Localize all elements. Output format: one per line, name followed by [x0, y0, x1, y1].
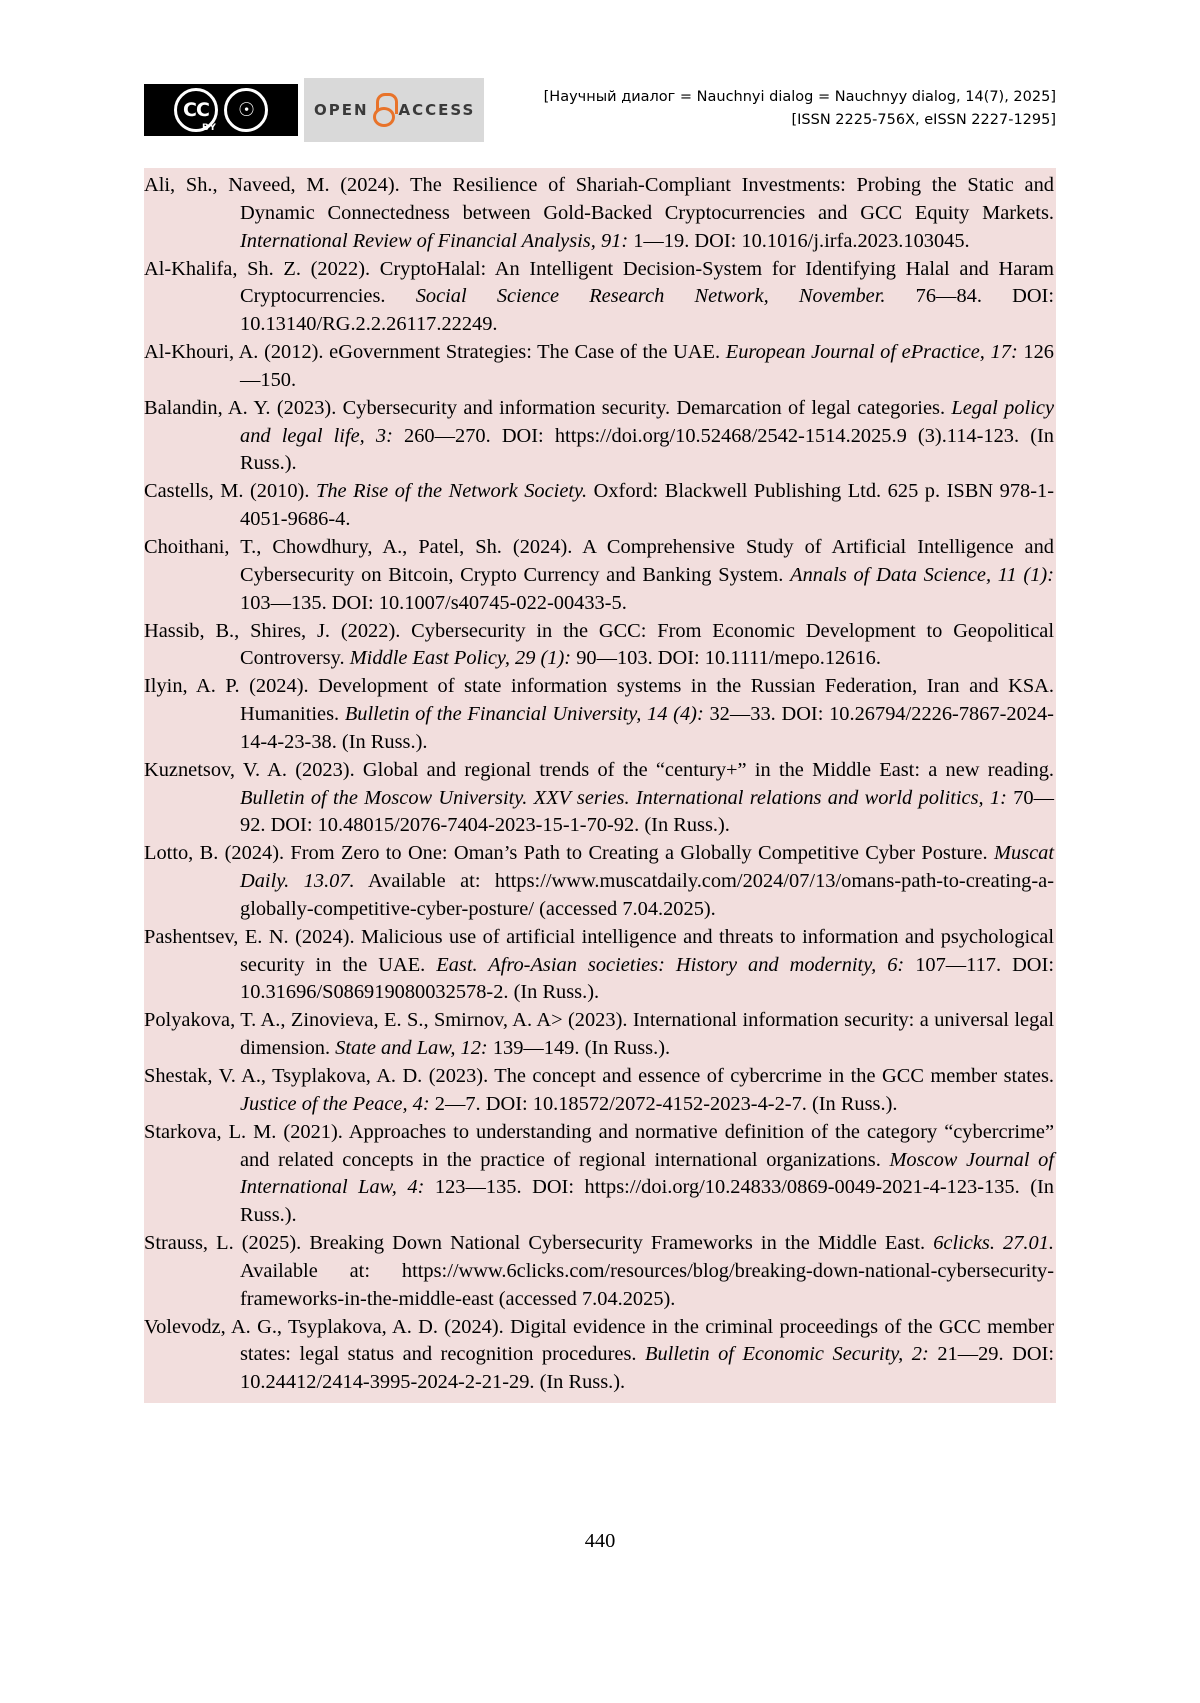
- journal-title-line: [Научный диалог = Nauchnyi dialog = Nauchnyy dialog, 14(7), 2025]: [543, 89, 1056, 105]
- reference-entry: [144, 1063, 1056, 1119]
- reference-source-title: Annals of Data Science, 11 (1):: [790, 563, 1054, 586]
- reference-list: [144, 168, 1056, 1403]
- reference-text: 123—135. DOI: https://doi.org/10.24833/0869-0049-2021-4-123-135. (In Russ.).: [240, 1176, 1054, 1227]
- reference-entry: [144, 1007, 1056, 1063]
- open-access-open-label: OPEN: [314, 101, 369, 119]
- reference-text: Oxford: Blackwell Publishing Ltd. 625 p. ISBN 978-1-4051-9686-4.: [240, 480, 1054, 531]
- reference-entry: [144, 618, 1056, 674]
- open-lock-icon: [373, 93, 395, 127]
- reference-source-title: East. Afro-Asian societies: History and modernity, 6:: [436, 953, 905, 976]
- reference-text: 21—29. DOI: 10.24412/2414-3995-2024-2-21-29. (In Russ.).: [240, 1343, 1055, 1394]
- reference-source-title: Justice of the Peace, 4:: [240, 1092, 430, 1115]
- reference-text: Ilyin, A. P. (2024). Development of state information systems in the Russian Federation, Iran and KSA. Humanities.: [144, 675, 1054, 726]
- reference-text: Kuznetsov, V. A. (2023). Global and regional trends of the “century+” in the Middle East: a new reading.: [144, 758, 1054, 781]
- reference-text: 70—92. DOI: 10.48015/2076-7404-2023-15-1-70-92. (In Russ.).: [240, 786, 1054, 837]
- open-access-badge: [304, 78, 484, 142]
- reference-entry: [144, 395, 1056, 479]
- reference-entry: [144, 172, 1056, 256]
- reference-entry: [144, 757, 1056, 841]
- reference-text: Available at: https://www.6clicks.com/resources/blog/breaking-down-national-cybersecurity-frameworks-in-the-middle-east (accessed 7.04.2025).: [240, 1259, 1054, 1310]
- creative-commons-badge: [144, 84, 298, 136]
- reference-text: 32—33. DOI: 10.26794/2226-7867-2024-14-4-23-38. (In Russ.).: [240, 703, 1054, 753]
- reference-text: 126—150.: [240, 341, 1054, 391]
- reference-entry: [144, 840, 1056, 924]
- reference-source-title: Bulletin of the Financial University, 14 (4):: [344, 703, 704, 726]
- reference-entry: [144, 673, 1056, 757]
- reference-text: Shestak, V. A., Tsyplakova, A. D. (2023). The concept and essence of cybercrime in the GCC member states.: [144, 1065, 1054, 1087]
- reference-source-title: Muscat Daily. 13.07.: [240, 842, 1054, 893]
- reference-text: 90—103. DOI: 10.1111/mepo.12616.: [571, 647, 881, 670]
- reference-text: Pashentsev, E. N. (2024). Malicious use of artificial intelligence and threats to information and psychological security in the UAE.: [144, 925, 1054, 976]
- reference-source-title: The Rise of the Network Society.: [315, 480, 588, 503]
- page-number: 440: [584, 1530, 616, 1552]
- journal-issn-line: [ISSN 2225-756X, eISSN 2227-1295]: [791, 112, 1056, 129]
- reference-text: Strauss, L. (2025). Breaking Down National Cybersecurity Frameworks in the Middle East.: [144, 1232, 934, 1255]
- reference-text: 260—270. DOI: https://doi.org/10.52468/2542-1514.2025.9 (3).114-123. (In Russ.).: [240, 424, 1055, 475]
- reference-source-title: Moscow Journal of International Law, 4:: [240, 1148, 1054, 1199]
- reference-text: 1—19. DOI: 10.1016/j.irfa.2023.103045.: [628, 229, 970, 252]
- reference-source-title: Bulletin of Economic Security, 2:: [645, 1343, 929, 1366]
- reference-source-title: Middle East Policy, 29 (1):: [349, 647, 572, 670]
- reference-source-title: State and Law, 12:: [335, 1037, 488, 1060]
- reference-text: Balandin, A. Y. (2023). Cybersecurity and information security. Demarcation of legal categories.: [144, 396, 952, 419]
- reference-entry: [144, 1230, 1056, 1314]
- journal-info: [544, 86, 1056, 132]
- person-icon: ☉: [224, 88, 268, 132]
- reference-text: 107—117. DOI: 10.31696/S086919080032578-2. (In Russ.).: [240, 953, 1054, 1004]
- reference-text: Castells, M. (2010).: [144, 480, 316, 503]
- reference-text: Choithani, T., Chowdhury, A., Patel, Sh. (2024). A Comprehensive Study of Artificial Intelligence and Cybersecurity on Bitcoin, Crypto Currency and Banking System.: [144, 535, 1054, 586]
- open-access-access-label: ACCESS: [398, 101, 476, 119]
- reference-source-title: European Journal of ePractice, 17:: [725, 341, 1018, 364]
- reference-text: Available at: https://www.muscatdaily.com/2024/07/13/omans-path-to-creating-a-globally-competitive-cyber-posture/ (accessed 7.04.2025).: [240, 870, 1054, 920]
- reference-text: 103—135. DOI: 10.1007/s40745-022-00433-5.: [240, 591, 627, 614]
- reference-text: Hassib, B., Shires, J. (2022). Cybersecurity in the GCC: From Economic Development to Geopolitical Controversy.: [144, 619, 1054, 670]
- reference-text: 139—149. (In Russ.).: [487, 1037, 671, 1060]
- reference-text: Ali, Sh., Naveed, M. (2024). The Resilience of Shariah-Compliant Investments: Probing the Static and Dynamic Connectedness between Gold-Backed Cryptocurrencies and GCC Equity Markets.: [144, 174, 1054, 224]
- cc-by-label: BY: [202, 123, 217, 133]
- reference-source-title: Bulletin of the Moscow University. XXV series. International relations and world politics, 1:: [240, 786, 1007, 809]
- reference-entry: [144, 256, 1056, 340]
- cc-icon: CC: [174, 88, 218, 132]
- reference-source-title: Legal policy and legal life, 3:: [240, 396, 1054, 447]
- reference-text: 2—7. DOI: 10.18572/2072-4152-2023-4-2-7. (In Russ.).: [429, 1092, 898, 1115]
- reference-source-title: 6clicks. 27.01.: [933, 1232, 1054, 1255]
- reference-source-title: Social Science Research Network, November.: [415, 285, 886, 308]
- reference-text: 76—84. DOI: 10.13140/RG.2.2.26117.22249.: [240, 285, 1054, 336]
- reference-text: Polyakova, T. A., Zinovieva, E. S., Smirnov, A. A> (2023). International information security: a universal legal dimension.: [144, 1009, 1054, 1060]
- reference-entry: [144, 478, 1056, 534]
- reference-source-title: International Review of Financial Analysis, 91:: [240, 229, 629, 252]
- reference-text: Al-Khouri, A. (2012). eGovernment Strategies: The Case of the UAE.: [144, 341, 726, 364]
- reference-entry: [144, 1314, 1056, 1398]
- reference-entry: [144, 924, 1056, 1008]
- reference-entry: [144, 534, 1056, 618]
- page-header: [144, 78, 1056, 140]
- reference-text: Starkova, L. M. (2021). Approaches to understanding and normative definition of the category “cybercrime” and related concepts in the practice of regional international organizations.: [144, 1120, 1054, 1171]
- reference-text: Al-Khalifa, Sh. Z. (2022). CryptoHalal: An Intelligent Decision-System for Identifying Halal and Haram Cryptocurrencies.: [144, 257, 1054, 308]
- reference-text: Volevodz, A. G., Tsyplakova, A. D. (2024). Digital evidence in the criminal proceedings of the GCC member states: legal status and recognition procedures.: [144, 1315, 1054, 1366]
- reference-entry: [144, 1119, 1056, 1230]
- reference-text: Lotto, B. (2024). From Zero to One: Oman’s Path to Creating a Globally Competitive Cyber Posture.: [144, 842, 994, 865]
- reference-entry: [144, 339, 1056, 395]
